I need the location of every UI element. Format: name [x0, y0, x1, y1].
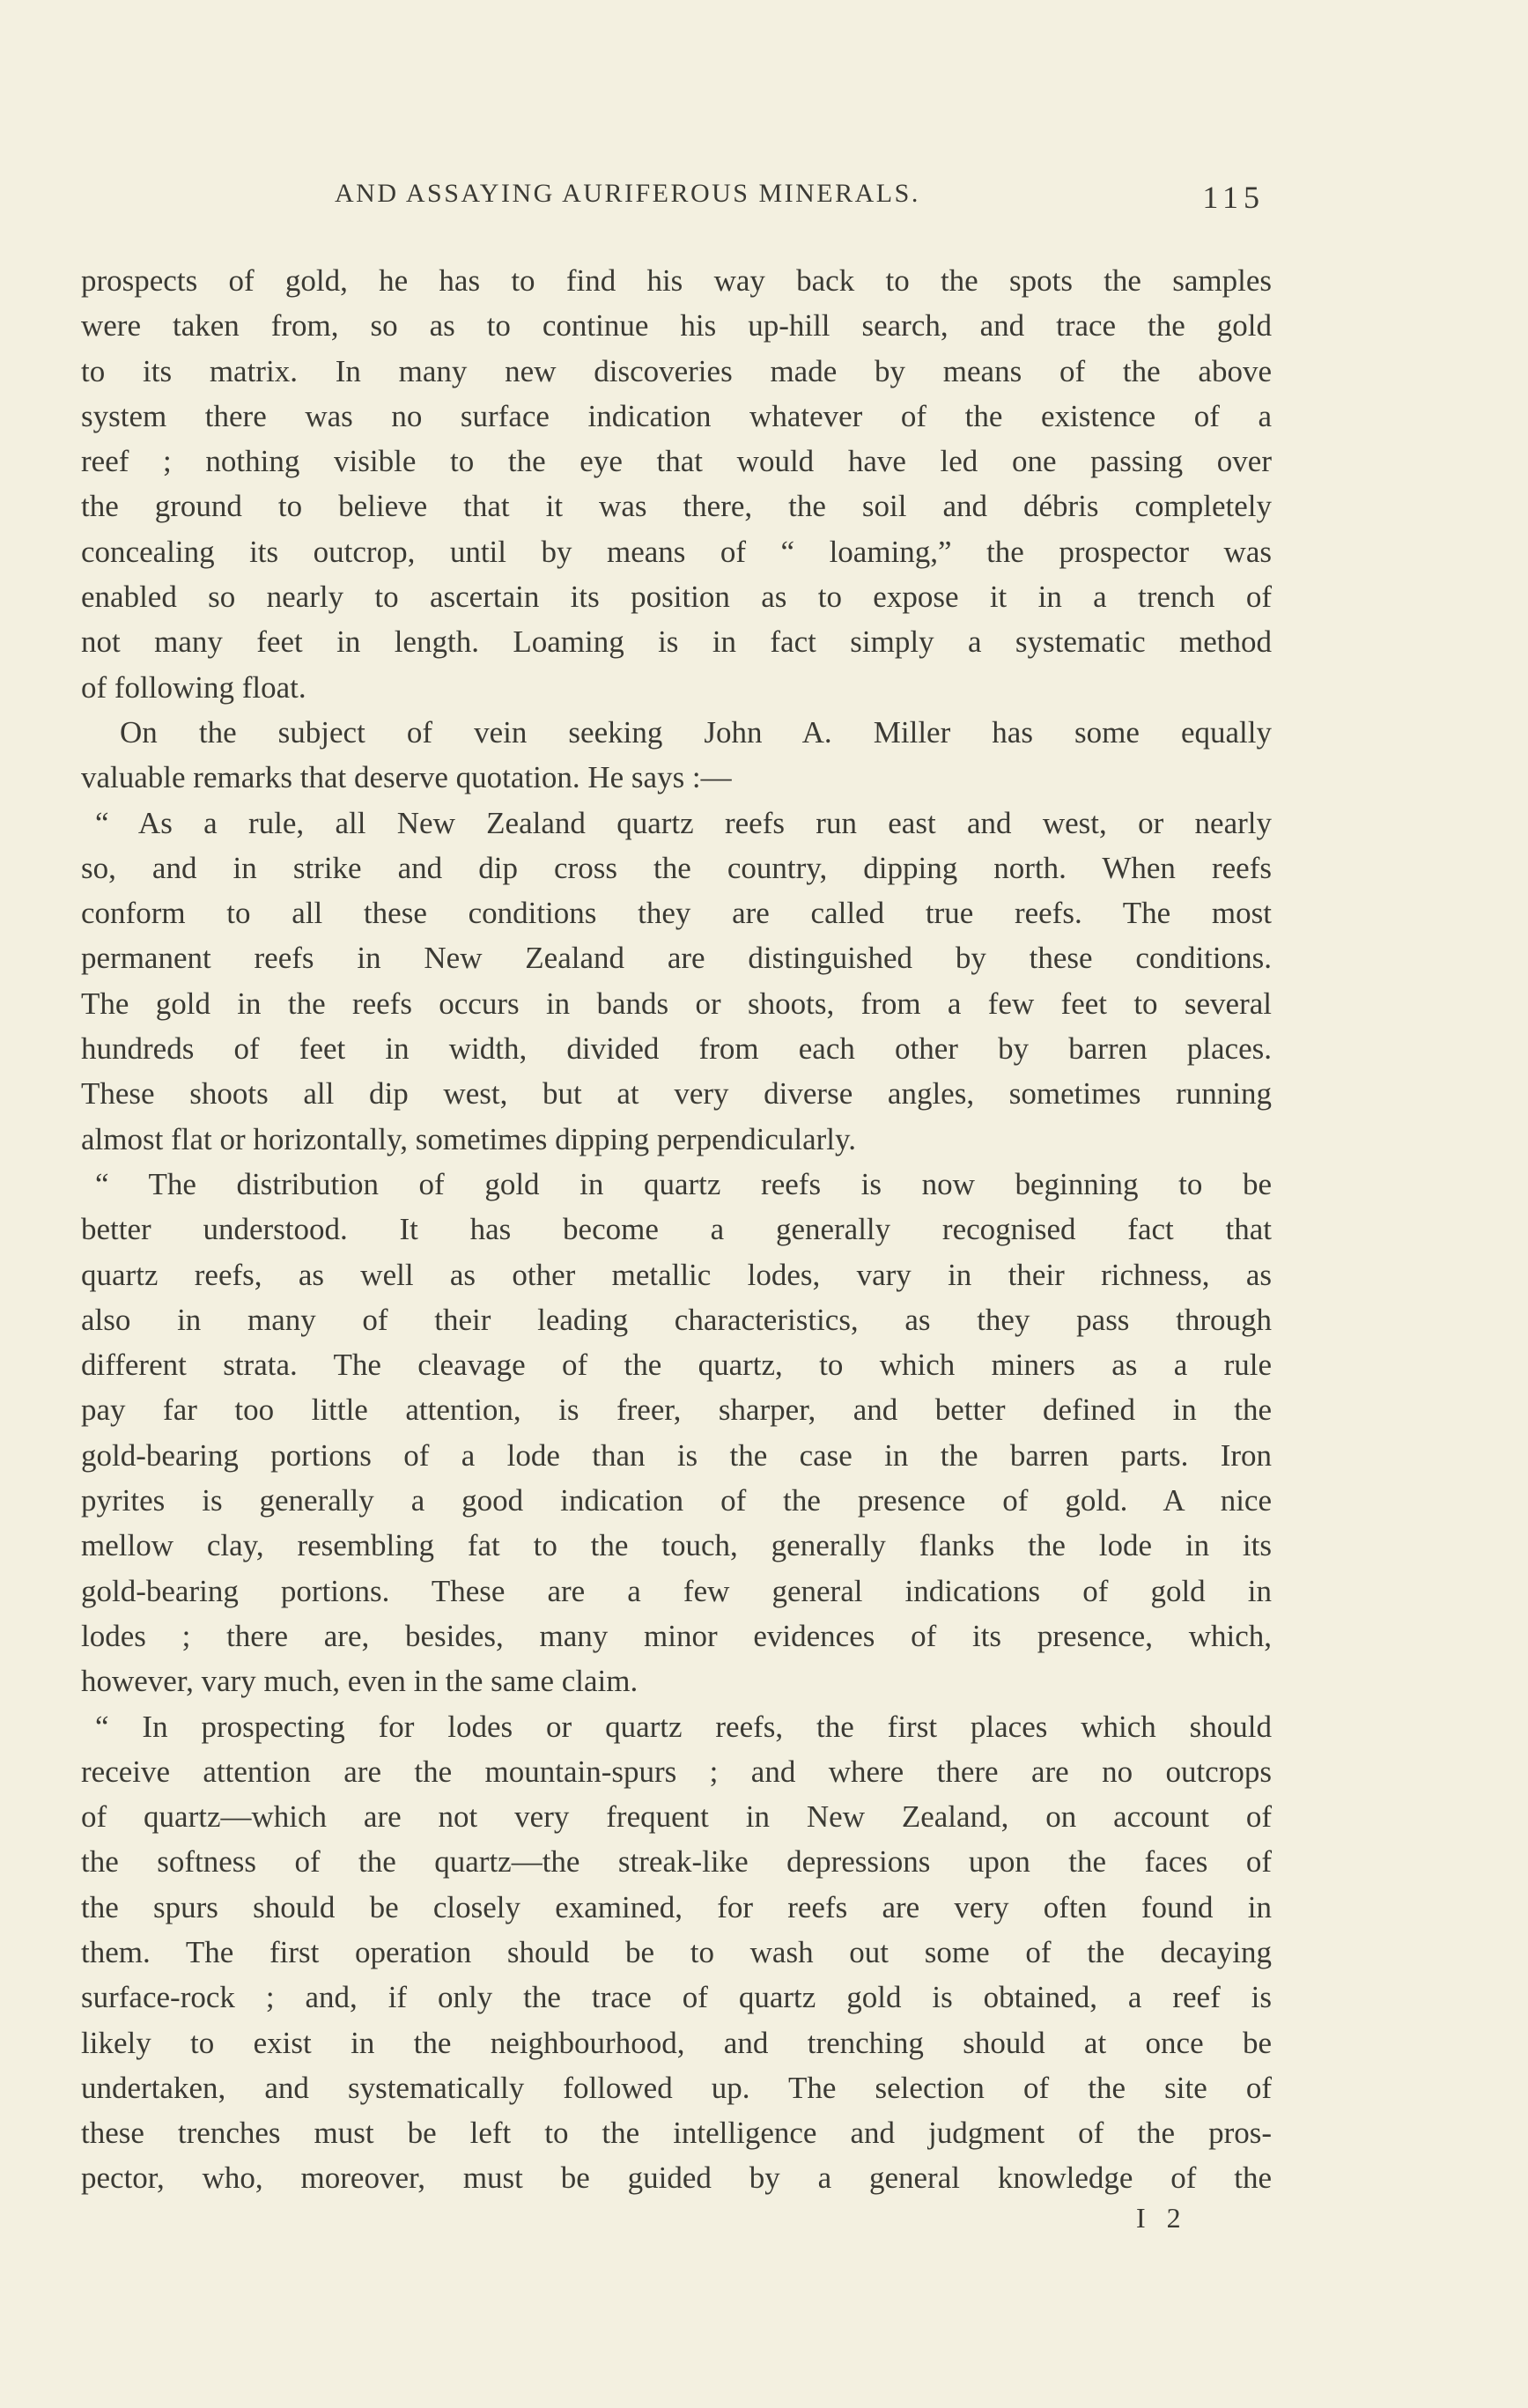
text-line: better understood. It has become a generally recognised fact that: [81, 1212, 1272, 1247]
text-line: the spurs should be closely examined, for reefs are very often found in: [81, 1889, 1272, 1924]
text-line: pector, who, moreover, must be guided by a general knowledge of the: [81, 2161, 1272, 2196]
text-line: valuable remarks that deserve quotation. He says :—: [81, 760, 732, 795]
text-line: also in many of their leading characteristics, as they pass through: [81, 1302, 1272, 1337]
paragraph: [81, 1162, 1272, 1704]
text-line: surface-rock ; and, if only the trace of quartz gold is obtained, a reef is: [81, 1980, 1272, 2015]
text-line: them. The first operation should be to wash out some of the decaying: [81, 1934, 1272, 1969]
paragraph: [81, 1704, 1272, 2201]
text-line: gold-bearing portions of a lode than is the case in the barren parts. Iron: [81, 1437, 1272, 1473]
text-line: receive attention are the mountain-spurs ; and where there are no outcrops: [81, 1754, 1272, 1789]
text-line: the ground to believe that it was there, the soil and débris completely: [81, 489, 1272, 524]
text-line: undertaken, and systematically followed up. The selection of the site of: [81, 2070, 1272, 2105]
text-line: not many feet in length. Loaming is in fact simply a systematic method: [81, 624, 1272, 660]
text-line: almost flat or horizontally, sometimes dipping perpendicularly.: [81, 1121, 856, 1156]
text-line: The gold in the reefs occurs in bands or shoots, from a few feet to several: [81, 986, 1272, 1021]
text-line: pyrites is generally a good indication of the presence of gold. A nice: [81, 1483, 1272, 1518]
text-line: “ In prospecting for lodes or quartz reefs, the first places which should: [95, 1709, 1272, 1744]
running-header: [81, 179, 1272, 218]
running-title: AND ASSAYING AURIFEROUS MINERALS.: [335, 179, 920, 208]
text-line: of quartz—which are not very frequent in New Zealand, on account of: [81, 1799, 1272, 1835]
page-number: 115: [1202, 180, 1265, 215]
text-line: likely to exist in the neighbourhood, and trenching should at once be: [81, 2025, 1272, 2060]
text-line: the softness of the quartz—the streak-like depressions upon the faces of: [81, 1844, 1272, 1880]
text-line: reef ; nothing visible to the eye that would have led one passing over: [81, 444, 1272, 479]
text-line: lodes ; there are, besides, many minor evidences of its presence, which,: [81, 1618, 1272, 1653]
text-line: however, vary much, even in the same claim.: [81, 1664, 639, 1699]
text-line: to its matrix. In many new discoveries made by means of the above: [81, 353, 1272, 388]
text-line: were taken from, so as to continue his up-hill search, and trace the gold: [81, 308, 1272, 343]
text-line: different strata. The cleavage of the quartz, to which miners as a rule: [81, 1348, 1272, 1383]
text-line: conform to all these conditions they are called true reefs. The most: [81, 896, 1272, 931]
text-line: These shoots all dip west, but at very diverse angles, sometimes running: [81, 1076, 1272, 1112]
paragraph: [81, 710, 1272, 801]
text-line: pay far too little attention, is freer, sharper, and better defined in the: [81, 1392, 1272, 1428]
text-line: prospects of gold, he has to find his way back to the spots the samples: [81, 263, 1272, 298]
text-line: quartz reefs, as well as other metallic lodes, vary in their richness, as: [81, 1257, 1272, 1292]
text-line: these trenches must be left to the intelligence and judgment of the pros-: [81, 2116, 1272, 2151]
body-text: [81, 258, 1272, 2201]
text-line: of following float.: [81, 669, 306, 705]
text-line: enabled so nearly to ascertain its position as to expose it in a trench of: [81, 580, 1272, 615]
text-line: system there was no surface indication whatever of the existence of a: [81, 398, 1272, 433]
text-line: so, and in strike and dip cross the country, dipping north. When reefs: [81, 850, 1272, 885]
text-line: gold-bearing portions. These are a few general indications of gold in: [81, 1573, 1272, 1608]
text-line: hundreds of feet in width, divided from each other by barren places.: [81, 1031, 1272, 1067]
text-line: concealing its outcrop, until by means of “ loaming,” the prospector was: [81, 534, 1272, 569]
paragraph: [81, 801, 1272, 1162]
signature-mark: I 2: [1136, 2202, 1188, 2234]
text-line: “ The distribution of gold in quartz reefs is now beginning to be: [95, 1166, 1272, 1201]
text-line: On the subject of vein seeking John A. Miller has some equally: [120, 714, 1272, 750]
text-line: permanent reefs in New Zealand are distinguished by these conditions.: [81, 941, 1272, 976]
text-line: mellow clay, resembling fat to the touch, generally flanks the lode in its: [81, 1528, 1272, 1563]
paragraph: [81, 258, 1272, 710]
text-line: “ As a rule, all New Zealand quartz reefs run east and west, or nearly: [95, 805, 1272, 840]
